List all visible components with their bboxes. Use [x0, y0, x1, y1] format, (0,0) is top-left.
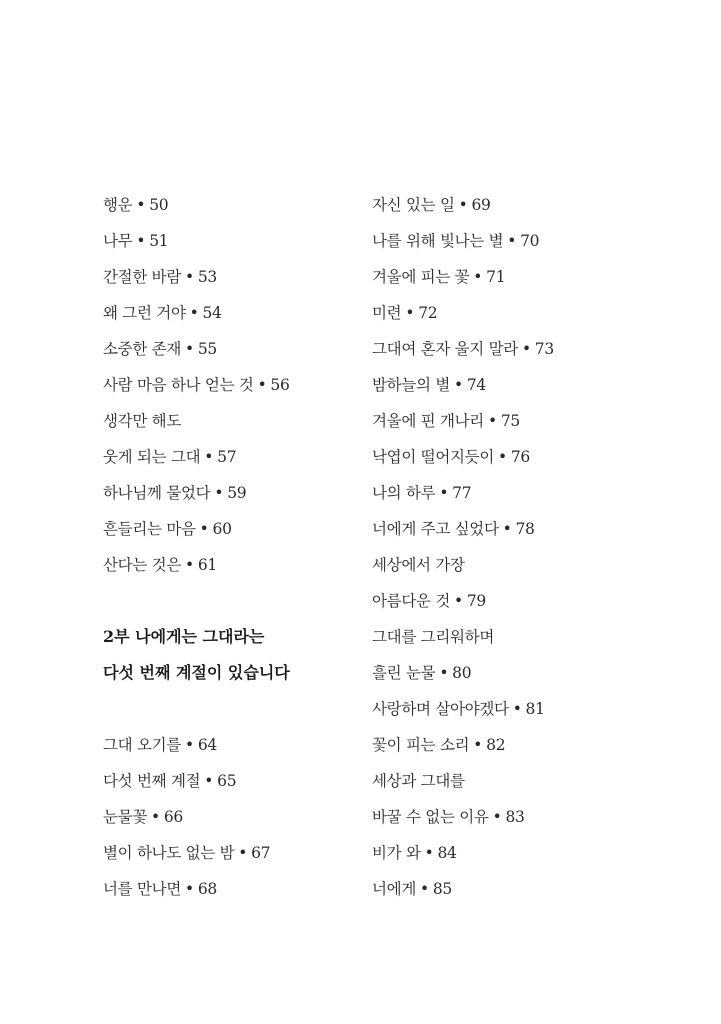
toc-entry-title: 흔들리는 마음: [103, 520, 196, 538]
toc-entry: [103, 475, 343, 511]
spacer: [103, 583, 343, 619]
toc-entry-separator: •: [257, 376, 267, 394]
toc-entry-page: 82: [486, 736, 506, 754]
toc-entry: [372, 583, 672, 619]
toc-entry-page: 81: [525, 700, 545, 718]
toc-entry: [372, 331, 672, 367]
toc-entry: [372, 763, 672, 799]
toc-entry-title: 나의 하루: [372, 484, 436, 502]
toc-entry-title: 하나님께 물었다: [103, 484, 211, 502]
toc-entry-title: 별이 하나도 없는 밤: [103, 844, 235, 862]
toc-entry-separator: •: [454, 376, 463, 394]
toc-entry-title: 자신 있는 일: [372, 196, 455, 214]
toc-entry-title: 웃게 되는 그대: [103, 448, 201, 466]
toc-entry: [372, 367, 672, 403]
toc-entry-title: 미련: [372, 304, 402, 322]
toc-entry: [103, 547, 343, 583]
toc-entry-separator: •: [199, 520, 209, 538]
toc-entry-title: 밤하늘의 별: [372, 376, 450, 394]
toc-entry-page: 51: [149, 232, 169, 250]
toc-entry-separator: •: [454, 592, 463, 610]
toc-entry-page: 57: [217, 448, 237, 466]
toc-entry-page: 61: [197, 556, 217, 574]
toc-entry-page: 64: [197, 736, 217, 754]
toc-entry-page: 76: [510, 448, 530, 466]
toc-entry-separator: •: [420, 880, 429, 898]
toc-entry: [372, 259, 672, 295]
toc-entry: [103, 439, 343, 475]
toc-entry-title: 생각만 해도: [103, 412, 181, 430]
toc-entry-title: 바꿀 수 없는 이유: [372, 808, 489, 826]
toc-entry-title: 너에게 주고 싶었다: [372, 520, 499, 538]
toc-entry-page: 70: [520, 232, 540, 250]
toc-entry: [372, 475, 672, 511]
toc-entry-page: 83: [505, 808, 525, 826]
toc-entry-title: 세상과 그대를: [372, 772, 465, 790]
toc-entry: [103, 187, 343, 223]
toc-entry-separator: •: [185, 556, 194, 574]
toc-entry: [372, 223, 672, 259]
toc-entry: [372, 511, 672, 547]
toc-entry-separator: •: [502, 520, 512, 538]
toc-entry-title: 다섯 번째 계절: [103, 772, 201, 790]
toc-list: [103, 727, 343, 907]
toc-entry-title: 비가 와: [372, 844, 421, 862]
toc-entry-separator: •: [204, 772, 214, 790]
section-heading-line2: 다섯 번째 계절이 있습니다: [103, 663, 290, 682]
toc-entry-separator: •: [498, 448, 507, 466]
toc-entry-page: 54: [202, 304, 222, 322]
toc-entry: [103, 331, 343, 367]
toc-list: [103, 187, 343, 583]
toc-entry-separator: •: [439, 484, 449, 502]
toc-entry-title: 낙엽이 떨어지듯이: [372, 448, 495, 466]
toc-entry-page: 55: [197, 340, 217, 358]
toc-entry-page: 66: [163, 808, 183, 826]
toc-entry-title: 그대를 그리워하며: [372, 628, 495, 646]
toc-entry-page: 56: [270, 376, 290, 394]
toc-entry-title: 그대여 혼자 울지 말라: [372, 340, 518, 358]
toc-entry-title: 소중한 존재: [103, 340, 181, 358]
toc-entry: [103, 835, 343, 871]
toc-entry-title: 사람 마음 하나 얻는 것: [103, 376, 254, 394]
toc-entry-page: 65: [217, 772, 237, 790]
toc-entry: [372, 403, 672, 439]
toc-entry-title: 너를 만나면: [103, 880, 181, 898]
toc-entry-page: 74: [466, 376, 486, 394]
toc-entry-page: 84: [437, 844, 457, 862]
toc-entry-separator: •: [136, 232, 146, 250]
toc-entry-separator: •: [185, 268, 194, 286]
toc-entry-title: 왜 그런 거야: [103, 304, 186, 322]
toc-entry: [103, 259, 343, 295]
toc-entry: [372, 835, 672, 871]
toc-entry-separator: •: [151, 808, 160, 826]
toc-entry-separator: •: [439, 664, 449, 682]
toc-entry: [372, 871, 672, 907]
toc-entry-separator: •: [507, 232, 517, 250]
toc-entry-title: 꽃이 피는 소리: [372, 736, 470, 754]
toc-entry-page: 75: [500, 412, 520, 430]
toc-entry-title: 사랑하며 살아야겠다: [372, 700, 509, 718]
toc-entry-page: 53: [197, 268, 217, 286]
toc-entry: [103, 295, 343, 331]
toc-entry: [372, 295, 672, 331]
spacer: [103, 691, 343, 727]
toc-entry-page: 78: [515, 520, 535, 538]
toc-entry-separator: •: [189, 304, 199, 322]
toc-entry-separator: •: [458, 196, 468, 214]
toc-entry: [372, 691, 672, 727]
toc-entry-separator: •: [512, 700, 522, 718]
toc-entry-page: 60: [212, 520, 232, 538]
toc-entry-separator: •: [424, 844, 434, 862]
toc-entry-separator: •: [492, 808, 502, 826]
toc-entry-page: 79: [466, 592, 486, 610]
toc-entry: [372, 799, 672, 835]
toc-entry-separator: •: [238, 844, 248, 862]
toc-entry-title: 눈물꽃: [103, 808, 148, 826]
toc-entry-separator: •: [473, 736, 483, 754]
toc-entry-page: 67: [251, 844, 271, 862]
toc-right-column: [372, 187, 672, 907]
toc-entry-title: 겨울에 핀 개나리: [372, 412, 484, 430]
toc-entry-separator: •: [487, 412, 497, 430]
toc-entry-page: 71: [486, 268, 506, 286]
toc-entry-page: 59: [227, 484, 247, 502]
toc-entry-title: 너에게: [372, 880, 417, 898]
toc-entry: [103, 367, 343, 403]
toc-entry-title: 행운: [103, 196, 133, 214]
toc-entry: [103, 727, 343, 763]
section-heading-line1: 2부 나에게는 그대라는: [103, 627, 265, 646]
toc-entry: [103, 403, 343, 439]
toc-entry-page: 50: [149, 196, 169, 214]
toc-entry-separator: •: [136, 196, 146, 214]
toc-entry: [103, 511, 343, 547]
toc-entry: [103, 223, 343, 259]
toc-entry-page: 85: [432, 880, 452, 898]
toc-entry-separator: •: [185, 880, 194, 898]
toc-entry-separator: •: [185, 736, 194, 754]
toc-entry: [372, 187, 672, 223]
toc-entry-page: 72: [418, 304, 438, 322]
toc-entry-separator: •: [185, 340, 194, 358]
toc-entry: [372, 547, 672, 583]
toc-entry: [372, 619, 672, 655]
toc-entry: [372, 439, 672, 475]
toc-entry-title: 흘린 눈물: [372, 664, 436, 682]
toc-entry-page: 80: [452, 664, 472, 682]
toc-entry: [372, 727, 672, 763]
toc-entry-title: 나를 위해 빛나는 별: [372, 232, 504, 250]
toc-entry-separator: •: [204, 448, 214, 466]
toc-entry-title: 간절한 바람: [103, 268, 181, 286]
toc-entry-title: 나무: [103, 232, 133, 250]
toc-entry-page: 69: [471, 196, 491, 214]
toc-entry-separator: •: [214, 484, 224, 502]
toc-entry-title: 아름다운 것: [372, 592, 450, 610]
toc-entry-separator: •: [405, 304, 415, 322]
toc-entry: [103, 763, 343, 799]
toc-entry-separator: •: [521, 340, 531, 358]
toc-entry: [372, 655, 672, 691]
toc-entry-page: 77: [452, 484, 472, 502]
toc-entry-title: 세상에서 가장: [372, 556, 465, 574]
toc-entry-separator: •: [473, 268, 483, 286]
toc-left-column: [103, 187, 343, 907]
toc-entry-page: 68: [197, 880, 217, 898]
toc-list: [372, 187, 672, 907]
toc-entry: [103, 871, 343, 907]
toc-entry-title: 산다는 것은: [103, 556, 181, 574]
toc-entry-title: 그대 오기를: [103, 736, 181, 754]
toc-entry: [103, 799, 343, 835]
toc-entry-page: 73: [534, 340, 554, 358]
toc-entry-title: 겨울에 피는 꽃: [372, 268, 470, 286]
